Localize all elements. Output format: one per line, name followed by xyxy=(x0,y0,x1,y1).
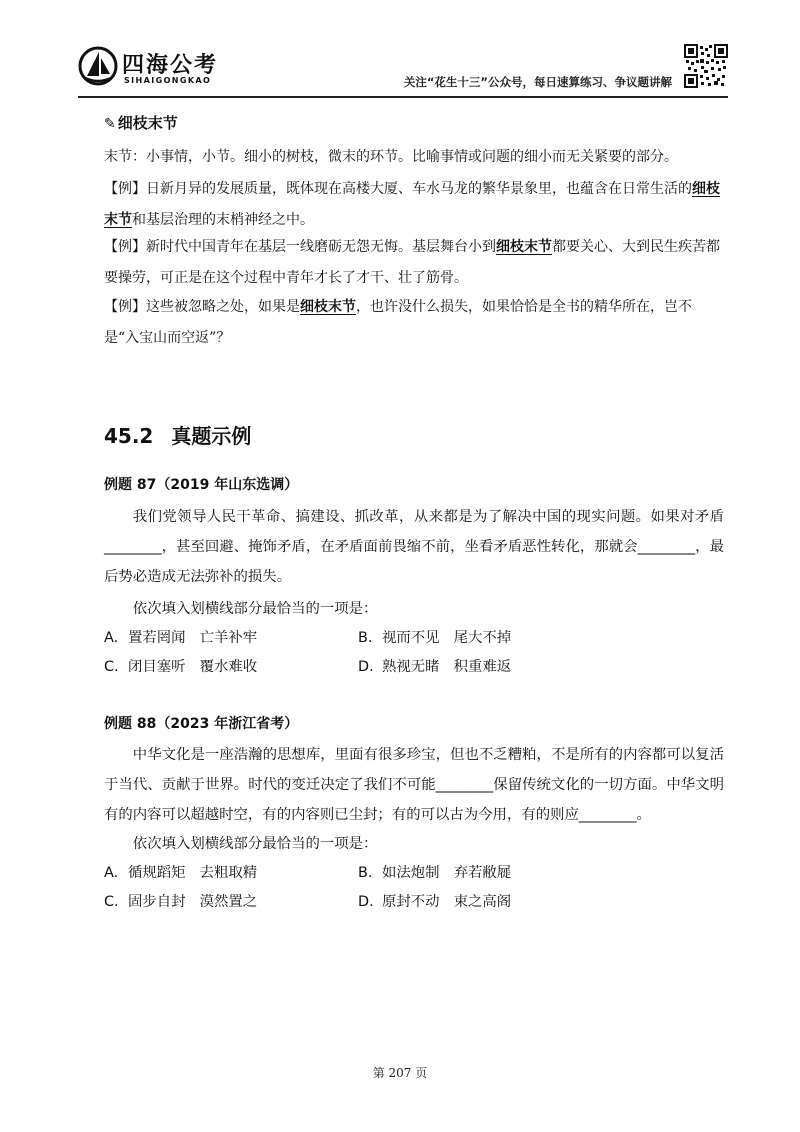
example-keyword: 细枝末节 xyxy=(496,239,552,255)
question-body: 中华文化是一座浩瀚的思想库，里面有很多珍宝，但也不乏糟粕，不是所有的内容都可以复活于当代、贡献于世界。时代的变迁决定了我们不可能________保留传统文化的一切方面。中华文明有的内容可以超越时空，有的内容则已尘封；有的可以古为今用，有的则应________。 xyxy=(104,747,724,823)
option-a xyxy=(104,626,257,647)
example-2 xyxy=(104,232,724,294)
option-c xyxy=(104,890,257,911)
example-3 xyxy=(104,292,724,354)
example-keyword: 细枝末节 xyxy=(104,181,720,228)
option-word: 覆水难收 xyxy=(199,659,258,675)
option-word: 漠然置之 xyxy=(199,894,258,910)
option-letter: D. xyxy=(358,659,374,675)
option-word: 视而不见 xyxy=(382,630,440,646)
example-text: 新时代中国青年在基层一线磨砺无怨无悔。基层舞台小到 xyxy=(146,239,496,255)
example-text: ，也许没什么损失，如果恰恰是全书的精华所在，岂不是“入宝山而空返”？ xyxy=(104,299,692,346)
option-d xyxy=(358,655,511,676)
header-slogan: 关注“花生十三”公众号，每日速算练习、争议题讲解 xyxy=(403,75,672,89)
option-word: 熟视无睹 xyxy=(382,659,440,675)
option-b xyxy=(358,626,511,647)
section-title: 真题示例 xyxy=(171,424,252,448)
example-tag: 【例】 xyxy=(104,181,146,197)
example-text: 都要关心、大到民生疾苦都要操劳，可正是在这个过程中青年才长了才干、壮了筋骨。 xyxy=(104,239,720,286)
brand-name: 四海公考 xyxy=(122,53,219,78)
option-letter: C. xyxy=(104,659,119,675)
option-a xyxy=(104,861,257,882)
option-word: 尾大不掉 xyxy=(453,630,512,646)
question-body: 我们党领导人民干革命、搞建设、抓改革，从来都是为了解决中国的现实问题。如果对矛盾________，甚至回避、掩饰矛盾，在矛盾面前畏缩不前，坐看矛盾恶性转化，那就会________，最后势必造成无法弥补的损失。 xyxy=(104,509,724,585)
example-tag: 【例】 xyxy=(104,239,146,255)
pencil-icon: ✎ xyxy=(104,116,116,132)
term-title: 细枝末节 xyxy=(117,114,178,132)
option-d xyxy=(358,890,511,911)
example-keyword: 细枝末节 xyxy=(300,299,356,315)
option-letter: B. xyxy=(358,865,373,881)
section-heading xyxy=(104,420,251,449)
example-1 xyxy=(104,174,724,236)
page-header xyxy=(78,44,728,94)
option-letter: B. xyxy=(358,630,373,646)
example-text: 这些被忽略之处，如果是 xyxy=(146,299,300,315)
option-word: 积重难返 xyxy=(453,659,512,675)
page-number: 第 207 页 xyxy=(372,1066,428,1080)
sailboat-logo-icon xyxy=(78,46,118,86)
option-letter: A. xyxy=(104,865,119,881)
header-divider xyxy=(78,96,728,98)
brand-name-en: SIHAIGONGKAO xyxy=(124,76,212,85)
option-word: 置若罔闻 xyxy=(128,630,186,646)
question-title: 例题 88（2023 年浙江省考） xyxy=(104,716,299,732)
option-word: 循规蹈矩 xyxy=(128,865,186,881)
option-word: 弃若敝屣 xyxy=(453,865,512,881)
option-word: 闭目塞听 xyxy=(128,659,186,675)
option-word: 原封不动 xyxy=(382,894,440,910)
option-word: 束之高阁 xyxy=(453,894,512,910)
option-word: 去粗取精 xyxy=(199,865,258,881)
section-number: 45.2 xyxy=(104,424,154,448)
option-letter: A. xyxy=(104,630,119,646)
term-definition: 末节：小事情，小节。细小的树枝，微末的环节。比喻事情或问题的细小而无关紧要的部分。 xyxy=(104,149,678,165)
question-prompt: 依次填入划横线部分最恰当的一项是： xyxy=(132,836,378,852)
option-b xyxy=(358,861,511,882)
term-heading xyxy=(104,112,178,133)
example-text: 日新月异的发展质量，既体现在高楼大厦、车水马龙的繁华景象里，也蕴含在日常生活的 xyxy=(146,181,692,197)
question-prompt: 依次填入划横线部分最恰当的一项是： xyxy=(132,601,378,617)
example-text: 和基层治理的末梢神经之中。 xyxy=(132,212,314,228)
question-title: 例题 87（2019 年山东选调） xyxy=(104,477,299,493)
option-word: 固步自封 xyxy=(128,894,186,910)
option-c xyxy=(104,655,257,676)
option-letter: D. xyxy=(358,894,374,910)
option-letter: C. xyxy=(104,894,119,910)
qr-code-icon xyxy=(684,44,728,88)
option-word: 亡羊补牢 xyxy=(199,630,258,646)
example-tag: 【例】 xyxy=(104,299,146,315)
option-word: 如法炮制 xyxy=(382,865,440,881)
